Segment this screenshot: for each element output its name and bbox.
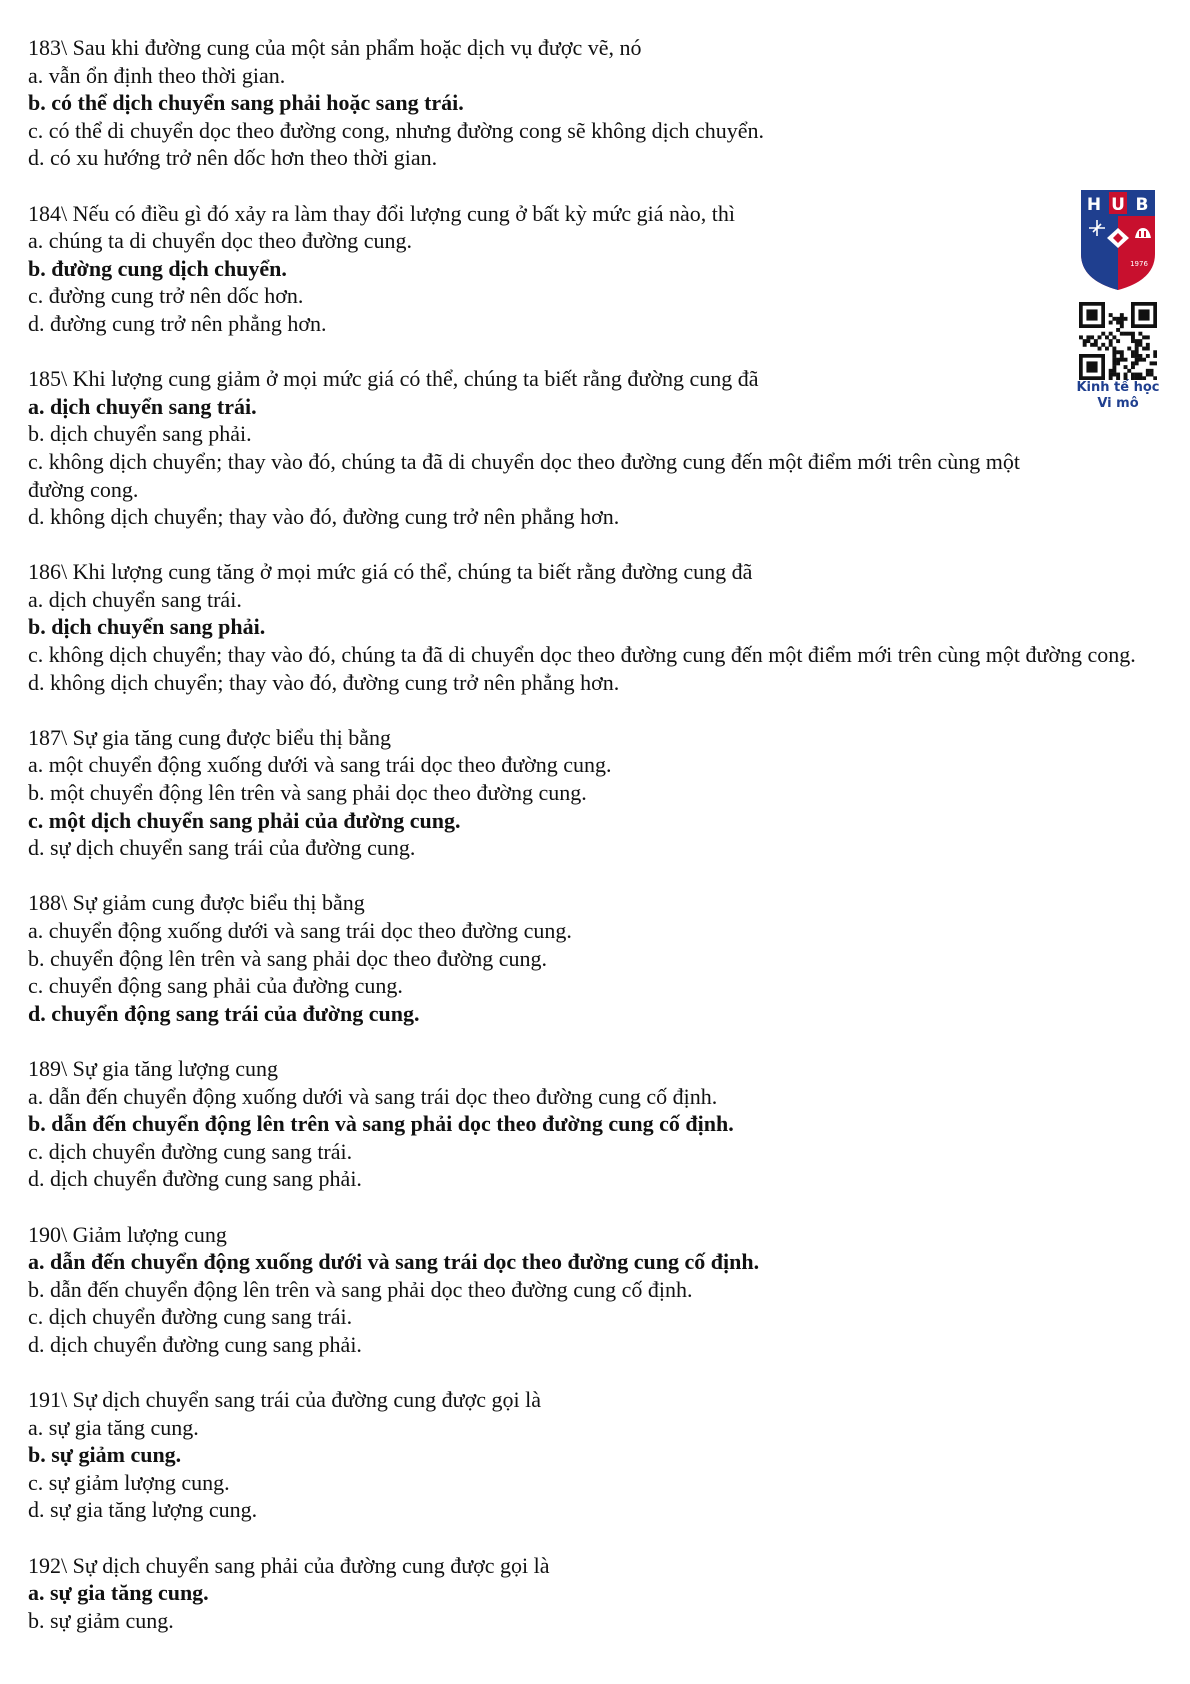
question-stem: 188\ Sự giảm cung được biểu thị bằng [28,890,365,916]
question-block [28,34,1138,172]
answer-option: a. dịch chuyển sang trái. [28,586,242,612]
answer-option: c. không dịch chuyển; thay vào đó, chúng ta đã di chuyển dọc theo đường cung đến một điểm mới trên cùng một đường cong. [28,642,1136,668]
question-stem: 184\ Nếu có điều gì đó xảy ra làm thay đổi lượng cung ở bất kỳ mức giá nào, thì [28,200,735,226]
logo-year: 1976 [1130,260,1148,268]
question-block [28,1386,1138,1524]
logo-letter-u: U [1111,195,1125,215]
answer-option-correct: b. dịch chuyển sang phải. [28,614,266,640]
answer-option: c. đường cung trở nên dốc hơn. [28,283,304,309]
logo-letter-b: B [1135,195,1149,215]
question-block [28,724,1138,862]
question-stem: 191\ Sự dịch chuyển sang trái của đường cung được gọi là [28,1387,541,1413]
answer-option-correct: a. dẫn đến chuyển động xuống dưới và sang trái dọc theo đường cung cố định. [28,1249,760,1275]
answer-option: b. dịch chuyển sang phải. [28,421,252,447]
question-stem: 186\ Khi lượng cung tăng ở mọi mức giá có thể, chúng ta biết rằng đường cung đã [28,559,753,585]
question-block [28,558,1138,696]
answer-option-correct: d. chuyển động sang trái của đường cung. [28,1000,420,1026]
answer-option: d. không dịch chuyển; thay vào đó, đường cung trở nên phẳng hơn. [28,504,620,530]
question-block [28,889,1138,1027]
answer-option-correct: c. một dịch chuyển sang phải của đường cung. [28,807,461,833]
answer-option: d. có xu hướng trở nên dốc hơn theo thời gian. [28,145,438,171]
answer-option: a. dẫn đến chuyển động xuống dưới và sang trái dọc theo đường cung cố định. [28,1083,718,1109]
answer-option: c. không dịch chuyển; thay vào đó, chúng ta đã di chuyển dọc theo đường cung đến một điểm mới trên cùng một đường cong. [28,448,1020,502]
question-block [28,1552,1138,1635]
subject-label-line1: Kinh tế học [1076,380,1160,395]
question-block [28,1221,1138,1359]
logo-letter-h: H [1086,195,1102,215]
answer-option-correct: a. sự gia tăng cung. [28,1580,209,1606]
answer-option: b. chuyển động lên trên và sang phải dọc theo đường cung. [28,945,548,971]
answer-option: a. sự gia tăng cung. [28,1414,199,1440]
answer-option: c. dịch chuyển đường cung sang trái. [28,1304,353,1330]
question-block [28,200,1138,338]
answer-option: b. một chuyển động lên trên và sang phải dọc theo đường cung. [28,780,587,806]
answer-option: d. sự gia tăng lượng cung. [28,1497,258,1523]
question-stem: 190\ Giảm lượng cung [28,1221,227,1247]
answer-option: b. dẫn đến chuyển động lên trên và sang phải dọc theo đường cung cố định. [28,1276,693,1302]
subject-label-line2: Vi mô [1097,396,1139,411]
answer-option: b. sự giảm cung. [28,1607,174,1633]
qr-code [1079,302,1157,380]
question-stem: 192\ Sự dịch chuyển sang phải của đường cung được gọi là [28,1552,550,1578]
answer-option: d. đường cung trở nên phẳng hơn. [28,310,327,336]
question-stem: 189\ Sự gia tăng lượng cung [28,1055,278,1081]
answer-option: c. có thể di chuyển dọc theo đường cong, nhưng đường cong sẽ không dịch chuyển. [28,117,764,143]
answer-option-correct: b. sự giảm cung. [28,1442,182,1468]
question-stem: 185\ Khi lượng cung giảm ở mọi mức giá có thể, chúng ta biết rằng đường cung đã [28,366,759,392]
question-block [28,365,1138,531]
answer-option-correct: b. có thể dịch chuyển sang phải hoặc sang trái. [28,90,464,116]
university-logo [1079,188,1157,292]
answer-option: d. dịch chuyển đường cung sang phải. [28,1166,362,1192]
answer-option: c. dịch chuyển đường cung sang trái. [28,1138,353,1164]
answer-option: a. vẫn ổn định theo thời gian. [28,62,286,88]
answer-option: a. một chuyển động xuống dưới và sang trái dọc theo đường cung. [28,752,612,778]
side-badge [1058,188,1178,412]
question-block [28,1055,1138,1193]
answer-option: c. sự giảm lượng cung. [28,1469,230,1495]
answer-option-correct: b. dẫn đến chuyển động lên trên và sang phải dọc theo đường cung cố định. [28,1111,734,1137]
question-stem: 183\ Sau khi đường cung của một sản phẩm hoặc dịch vụ được vẽ, nó [28,35,642,60]
answer-option: d. không dịch chuyển; thay vào đó, đường cung trở nên phẳng hơn. [28,669,620,695]
answer-option: d. dịch chuyển đường cung sang phải. [28,1331,362,1357]
answer-option: d. sự dịch chuyển sang trái của đường cung. [28,835,416,861]
answer-option: a. chuyển động xuống dưới và sang trái dọc theo đường cung. [28,918,572,943]
answer-option: a. chúng ta di chuyển dọc theo đường cung. [28,228,413,254]
answer-option-correct: a. dịch chuyển sang trái. [28,393,257,419]
question-stem: 187\ Sự gia tăng cung được biểu thị bằng [28,724,391,750]
answer-option-correct: b. đường cung dịch chuyển. [28,255,287,281]
answer-option: c. chuyển động sang phải của đường cung. [28,973,403,999]
question-list [28,34,1138,1662]
